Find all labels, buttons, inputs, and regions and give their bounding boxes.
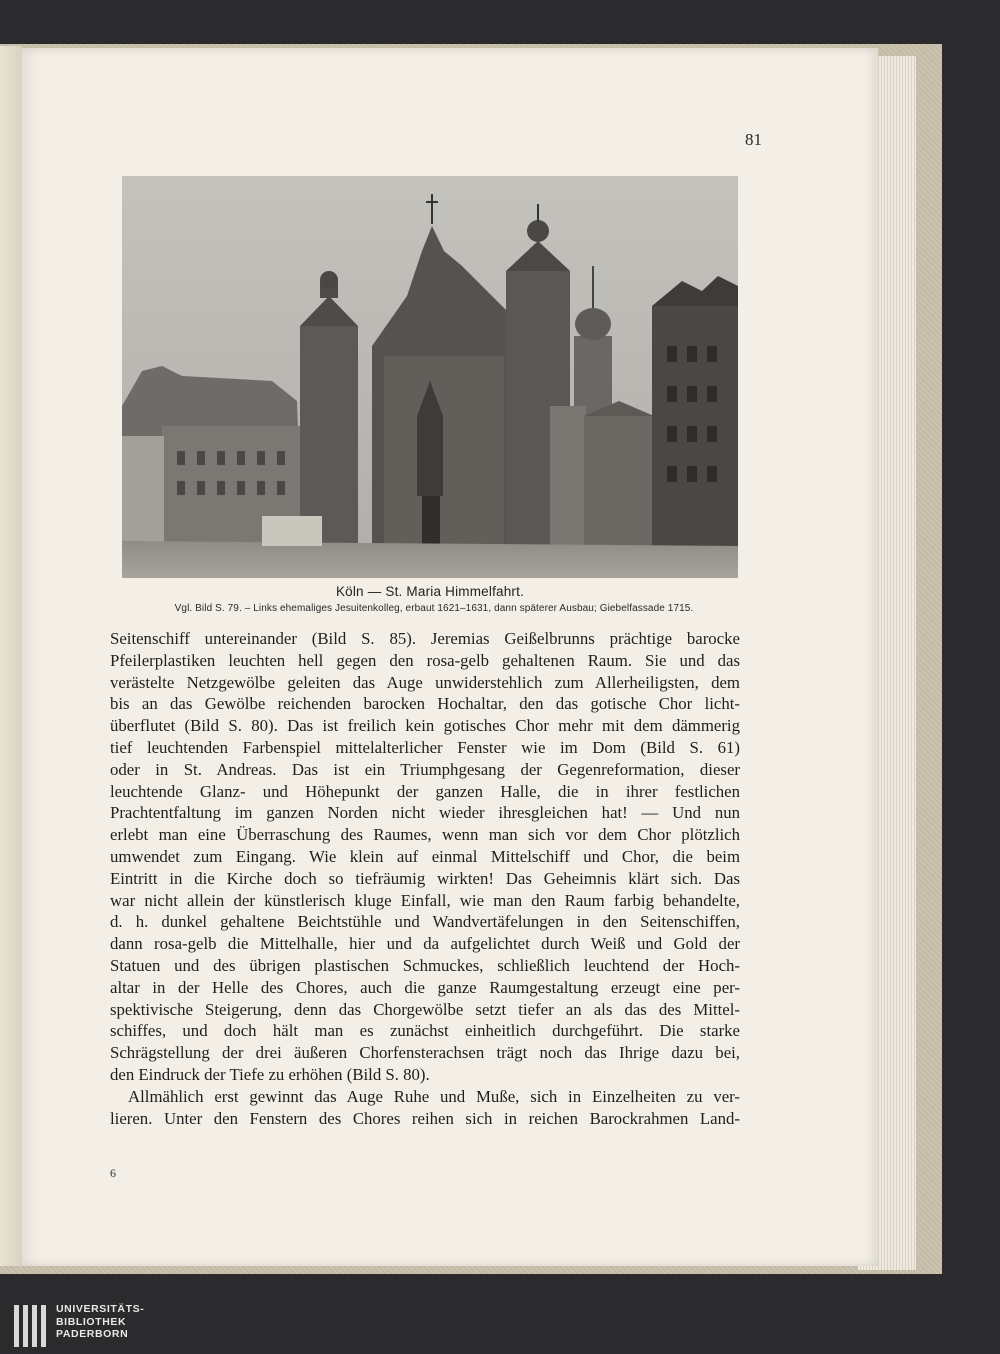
text-line: Statuen und des übrigen plastischen Schmuckes, schließlich leuchtend der Hoch-: [110, 955, 740, 975]
text-line: Pfeilerplastiken leuchten hell gegen den rosa-gelb gehaltenen Raum. Sie und das: [110, 650, 740, 670]
text-line: erlebt man eine Überraschung des Raumes, wenn man sich vor dem Chor plötzlich: [110, 825, 740, 845]
text-line: überflutet (Bild S. 80). Das ist freilich kein gotisches Chor mehr mit dem dämmerig: [110, 716, 740, 736]
text-line: den Eindruck der Tiefe zu erhöhen (Bild S. 80).: [110, 1064, 430, 1084]
book-page: [22, 48, 878, 1266]
library-name-line: PADERBORN: [56, 1328, 129, 1340]
library-name: [56, 1303, 144, 1341]
text-line: Seitenschiff untereinander (Bild S. 85). Jeremias Geißelbrunns prächtige barocke: [110, 629, 740, 648]
left-page-edge: [0, 46, 22, 1266]
page-number: 81: [745, 130, 762, 149]
church-photo-illustration: [122, 176, 738, 578]
figure-caption-title: Köln — St. Maria Himmelfahrt.: [335, 584, 525, 599]
text-line: altar in der Helle des Chores, auch die ganze Raumgestaltung erzeugt eine per-: [110, 977, 740, 997]
library-footer: [0, 1299, 1000, 1354]
text-line: spektivische Steigerung, denn das Chorgewölbe setzt tiefer an als das des Mittel-: [110, 999, 740, 1019]
text-line: bis an das Gewölbe reichenden barocken Hochaltar, den das gotische Chor licht-: [110, 694, 740, 714]
text-line: Prachtentfaltung im ganzen Norden nicht wieder ihresgleichen hat! — Und nun: [110, 803, 740, 823]
text-line: verästelte Netzgewölbe geleiten das Auge unwiderstehlich zum Allerheiligsten, dem: [110, 672, 740, 692]
text-line: Eintritt in die Kirche doch so tiefräumig wirkten! Das Geheimnis klärt sich. Das: [110, 868, 740, 888]
text-line: dann rosa-gelb die Mittelhalle, hier und da aufgelichtet durch Weiß und Gold der: [110, 934, 740, 954]
text-line: schiffes, und doch hält man es zunächst einheitlich durchgeführt. Die starke: [110, 1021, 740, 1041]
text-line: Allmählich erst gewinnt das Auge Ruhe und Muße, sich in Einzelheiten zu ver-: [128, 1086, 740, 1106]
text-line: umwendet zum Eingang. Wie klein auf einmal Mittelschiff und Chor, die beim: [110, 846, 740, 866]
text-line: lieren. Unter den Fenstern des Chores reihen sich in reichen Barockrahmen Land-: [110, 1108, 740, 1128]
text-line: war nicht allein der künstlerisch kluge Einfall, wie man den Raum farbig behandelte,: [110, 890, 740, 910]
text-line: d. h. dunkel gehaltene Beichtstühle und Wandvertäfelungen in den Seitenschiffen,: [110, 912, 740, 932]
text-line: leuchtende Glanz- und Höhepunkt der ganzen Halle, die in ihrer festlichen: [110, 781, 740, 801]
library-name-line: BIBLIOTHEK: [56, 1315, 127, 1328]
figure-caption-subtitle: Vgl. Bild S. 79. – Links ehemaliges Jesuitenkolleg, erbaut 1621–1631, dann späterer Ausbau; Giebelfassade 1715.: [174, 603, 694, 614]
church-photograph: [122, 176, 738, 578]
text-line: Schrägstellung der drei äußeren Chorfensterachsen trägt noch das Ihrige dazu bei,: [110, 1043, 740, 1063]
signature-mark: 6: [110, 1166, 116, 1180]
text-line: tief leuchtenden Farbenspiel mittelalterlicher Fenster wie im Dom (Bild S. 61): [110, 737, 740, 757]
library-logo-icon: [14, 1305, 52, 1347]
library-name-line: UNIVERSITÄTS-: [56, 1303, 145, 1315]
body-text: [110, 628, 740, 1129]
text-line: oder in St. Andreas. Das ist ein Triumphgesang der Gegenreformation, dieser: [110, 759, 740, 779]
